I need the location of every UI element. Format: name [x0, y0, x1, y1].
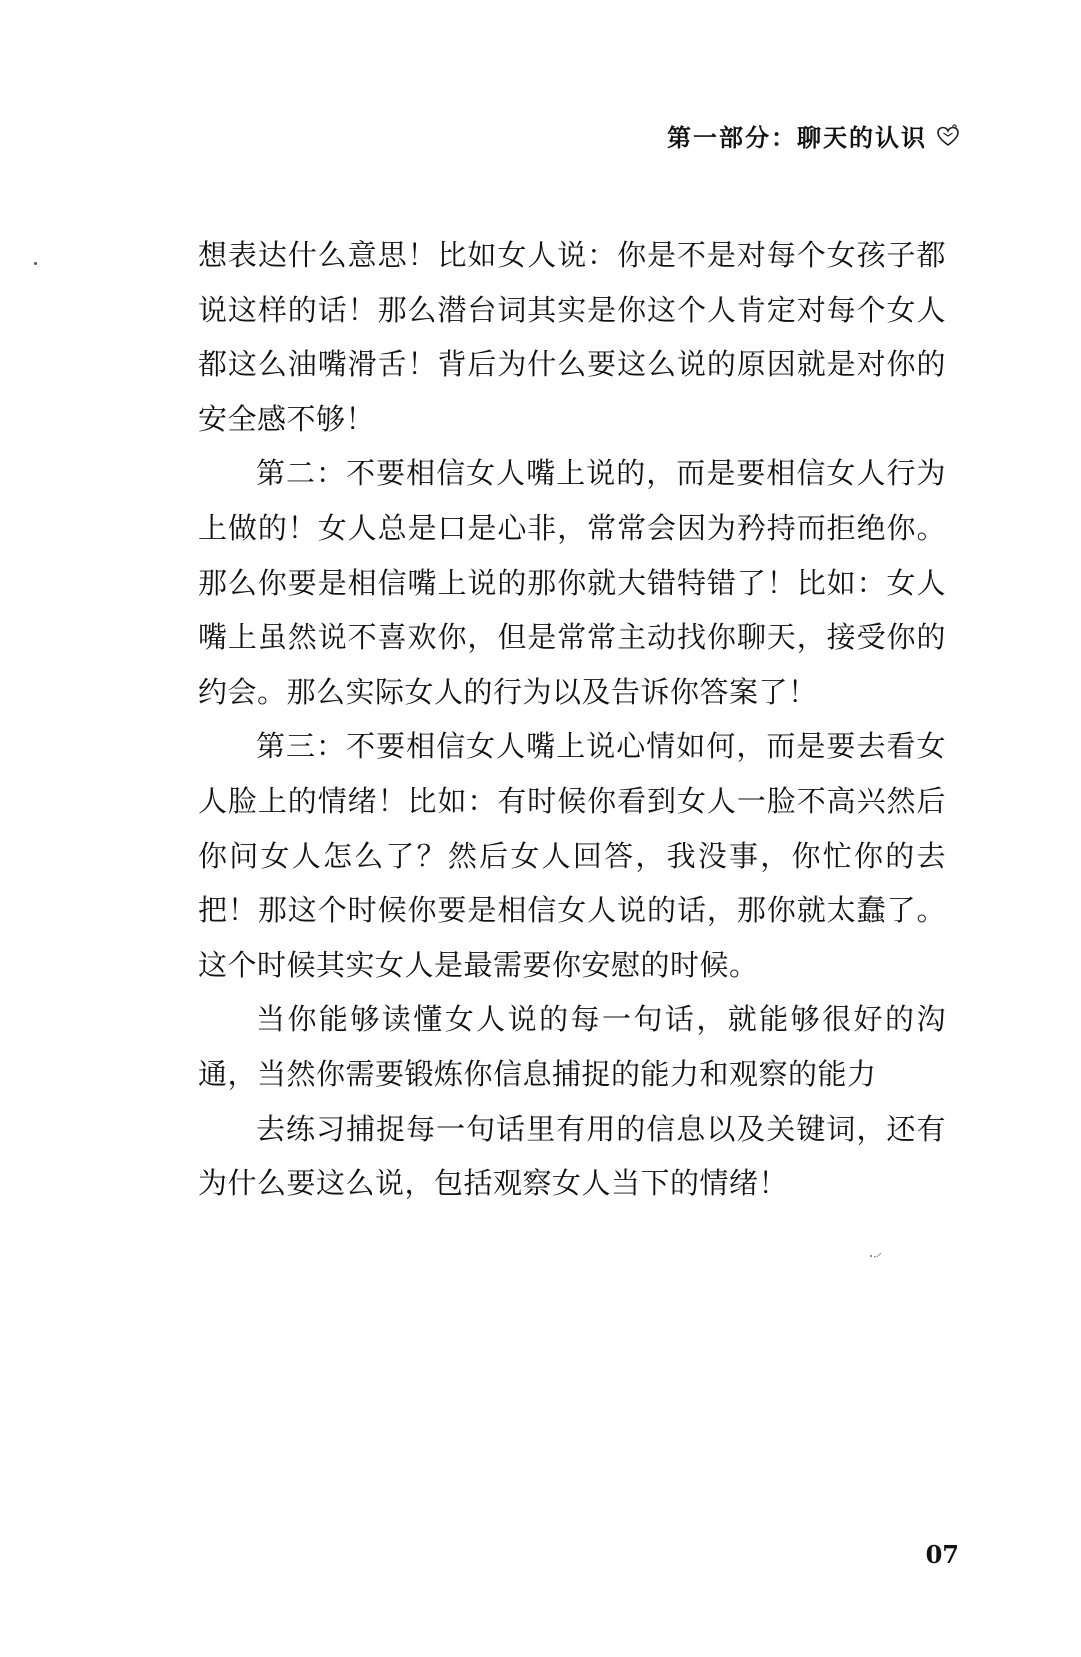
paragraph-4: 当你能够读懂女人说的每一句话，就能够很好的沟通，当然你需要锻炼你信息捕捉的能力和观察的能力: [198, 1002, 946, 1091]
chapter-title: 第一部分：聊天的认识: [667, 123, 927, 152]
paragraph-3: 第三：不要相信女人嘴上说心情如何，而是要去看女人脸上的情绪！比如：有时候你看到女人一脸不高兴然后你问女人怎么了？然后女人回答，我没事，你忙你的去把！那这个时候你要是相信女人说的话，那你就太蠢了。这个时候其实女人是最需要你安慰的时候。: [198, 729, 946, 982]
body-text: [198, 228, 946, 1211]
page-number: 07: [925, 1540, 959, 1569]
heart-ornament-icon: [935, 123, 961, 149]
paragraph-1: 想表达什么意思！比如女人说：你是不是对每个女孩子都说这样的话！那么潜台词其实是你这个人肯定对每个女人都这么油嘴滑舌！背后为什么要这么说的原因就是对你的安全感不够！: [198, 238, 946, 436]
paragraph-2: 第二：不要相信女人嘴上说的，而是要相信女人行为上做的！女人总是口是心非，常常会因为矜持而拒绝你。那么你要是相信嘴上说的那你就大错特错了！比如：女人嘴上虽然说不喜欢你，但是常常主动找你聊天，接受你的约会。那么实际女人的行为以及告诉你答案了！: [198, 456, 946, 709]
margin-speck: [34, 262, 37, 265]
scan-speck: [868, 1252, 882, 1258]
paragraph-5: 去练习捕捉每一句话里有用的信息以及关键词，还有为什么要这么说，包括观察女人当下的情绪！: [198, 1111, 946, 1201]
running-header: [667, 118, 961, 153]
